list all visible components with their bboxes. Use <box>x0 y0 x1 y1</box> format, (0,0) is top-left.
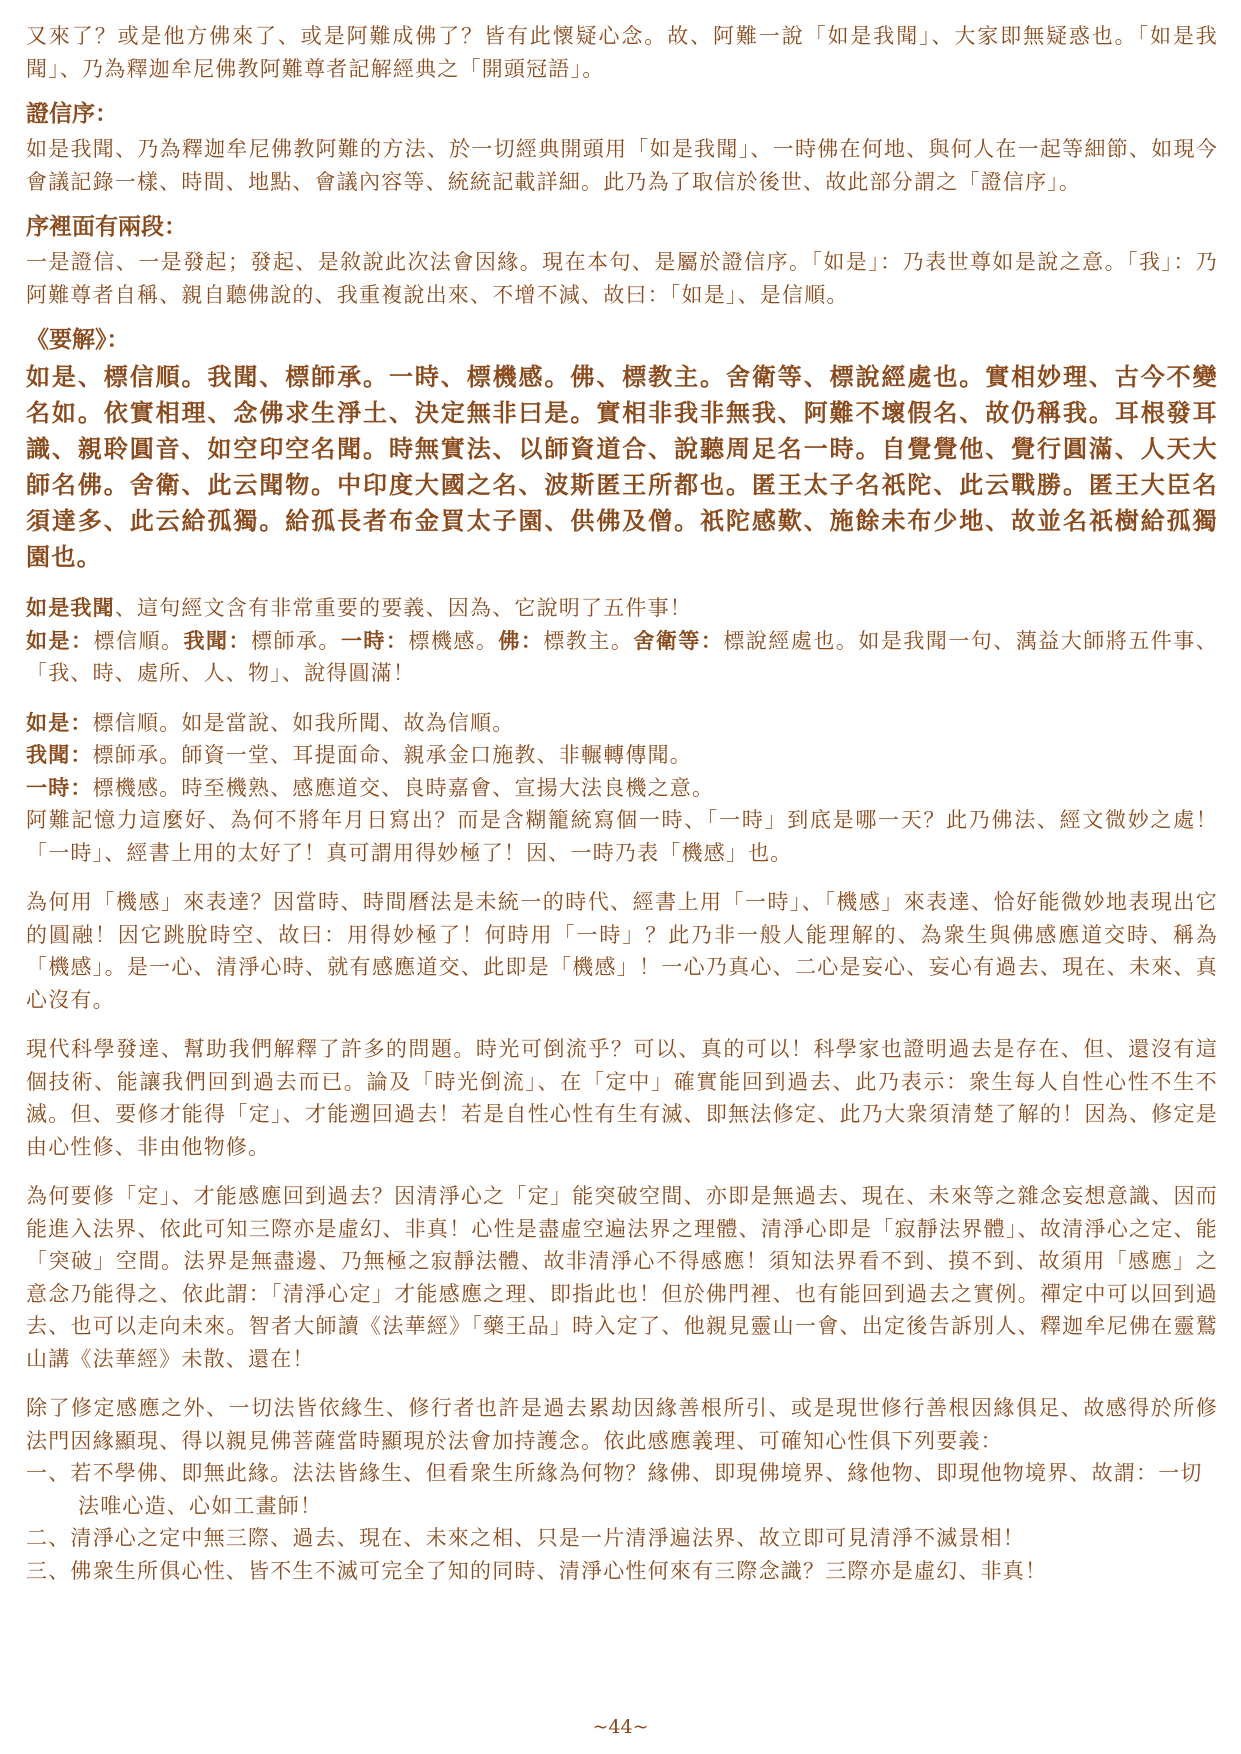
list-item: 三、佛衆生所俱心性、皆不生不滅可完全了知的同時、清淨心性何來有三際念識？三際亦是虛幻、非真！ <box>26 1558 1048 1583</box>
page-number: ~44~ <box>592 1716 649 1738</box>
yaojie-text: 如是、標信順。我聞、標師承。一時、標機感。佛、標教主。舍衛等、標說經處也。實相妙理、古今不變名如。依實相理、念佛求生淨土、決定無非曰是。實相非我非無我、阿難不壞假名、故仍稱我。耳根發耳識、親聆圓音、如空印空名聞。時無實法、以師資道合、說聽周足名一時。自覺覺他、覺行圓滿、人天大師名佛。舍衛、此云聞物。中印度大國之名、波斯匿王所都也。匿王太子名祇陀、此云戰勝。匿王大臣名須達多、此云給孤獨。給孤長者布金買太子園、供佛及僧。祇陀感歎、施餘未布少地、故並名祇樹給孤獨園也。 <box>26 362 1218 571</box>
yaojie-block <box>26 359 1218 575</box>
list-item: 一、若不學佛、即無此緣。法法皆緣生、但看衆生所緣為何物？緣佛、即現佛境界、緣他物、即現他物境界、故謂：一切法唯心造、心如工畫師！ <box>26 1461 1203 1518</box>
heading-liangduan: 序裡面有兩段： <box>26 213 187 240</box>
paragraph-anan-memory: 阿難記憶力這麼好、為何不將年月日寫出？而是含糊籠統寫個一時、「一時」到底是哪一天？此乃佛法、經文微妙之處！「一時」、經書上用的太好了！真可謂用得妙極了！因、一時乃表「機感」也。 <box>26 808 1218 865</box>
definition-yishi: 一時：標機感。時至機熟、感應道交、良時嘉會、宣揚大法良機之意。 <box>26 774 715 800</box>
paragraph-jigan: 為何用「機感」來表達？因當時、時間曆法是未統一的時代、經書上用「一時」、「機感」來表達、恰好能微妙地表現出它的圓融！因它跳脫時空、故曰：用得妙極了！何時用「一時」？此乃非一般人能理解的、為衆生與佛感應道交時、稱為「機感」。是一心、清淨心時、就有感應道交、此即是「機感」！一心乃真心、二心是妄心、妄心有過去、現在、未來、真心沒有。 <box>26 890 1218 1012</box>
bold-rushiwowen: 如是我聞 <box>26 595 115 620</box>
paragraph-science: 現代科學發達、幫助我們解釋了許多的問題。時光可倒流乎？可以、真的可以！科學家也證明過去是存在、但、還沒有這個技術、能讓我們回到過去而已。論及「時光倒流」、在「定中」確實能回到過去、此乃表示：衆生每人自性心性不生不滅。但、要修才能得「定」、才能遡回過去！若是自性心性有生有滅、即無法修定、此乃大衆須清楚了解的！因為、修定是由心性修、非由他物修。 <box>26 1037 1218 1159</box>
paragraph-zhengxinxu: 如是我聞、乃為釋迦牟尼佛教阿難的方法、於一切經典開頭用「如是我聞」、一時佛在何地、與何人在一起等細節、如現今會議記錄一樣、時間、地點、會議內容等、統統記載詳細。此乃為了取信於後世、故此部分謂之「證信序」。 <box>26 137 1218 194</box>
paragraph-intro: 又來了？或是他方佛來了、或是阿難成佛了？皆有此懷疑心念。故、阿難一說「如是我聞」、大家即無疑惑也。「如是我聞」、乃為釋迦牟尼佛教阿難尊者記解經典之「開頭冠語」。 <box>26 24 1218 81</box>
definition-wowen: 我聞：標師承。師資一堂、耳提面命、親承金口施教、非輾轉傳聞。 <box>26 742 693 767</box>
paragraph-five-things: 如是我聞、這句經文含有非常重要的要義、因為、它說明了五件事！ <box>26 595 693 620</box>
paragraph-five-items: 如是：標信順。我聞：標師承。一時：標機感。佛：標教主。舍衛等：標說經處也。如是我聞一句、蕅益大師將五件事、「我、時、處所、人、物」、說得圓滿！ <box>26 627 1218 685</box>
list-item: 二、清淨心之定中無三際、過去、現在、未來之相、只是一片清淨遍法界、故立即可見清淨不滅景相！ <box>26 1526 1025 1550</box>
heading-zhengxinxu: 證信序： <box>26 100 118 127</box>
paragraph-liangduan: 一是證信、一是發起；發起、是敘說此次法會因緣。現在本句、是屬於證信序。「如是」：乃表世尊如是說之意。「我」：乃阿難尊者自稱、親自聽佛說的、我重複說出來、不增不減、故曰：「如是」、是信順。 <box>26 250 1218 307</box>
definition-rushi: 如是：標信順。如是當說、如我所聞、故為信順。 <box>26 709 515 735</box>
document-page <box>26 20 1218 1587</box>
heading-yaojie: 《要解》： <box>26 326 130 353</box>
numbered-list <box>26 1457 1218 1587</box>
paragraph-yuansheng: 除了修定感應之外、一切法皆依緣生、修行者也許是過去累劫因緣善根所引、或是現世修行善根因緣俱足、故感得於所修法門因緣顯現、得以親見佛菩薩當時顯現於法會加持護念。依此感應義理、可確知心性俱下列要義： <box>26 1396 1218 1453</box>
paragraph-xiuding: 為何要修「定」、才能感應回到過去？因清淨心之「定」能突破空間、亦即是無過去、現在、未來等之雜念妄想意識、因而能進入法界、依此可知三際亦是虛幻、非真！心性是盡虛空遍法界之理體、清淨心即是「寂靜法界體」、故清淨心之定、能「突破」空間。法界是無盡邊、乃無極之寂靜法體、故非清淨心不得感應！須知法界看不到、摸不到、故須用「感應」之意念乃能得之、依此謂：「清淨心定」才能感應之理、即指此也！但於佛門裡、也有能回到過去之實例。禪定中可以回到過去、也可以走向未來。智者大師讀《法華經》「藥王品」時入定了、他親見靈山一會、出定後告訴別人、釋迦牟尼佛在靈鷲山講《法華經》未散、還在！ <box>26 1184 1218 1371</box>
